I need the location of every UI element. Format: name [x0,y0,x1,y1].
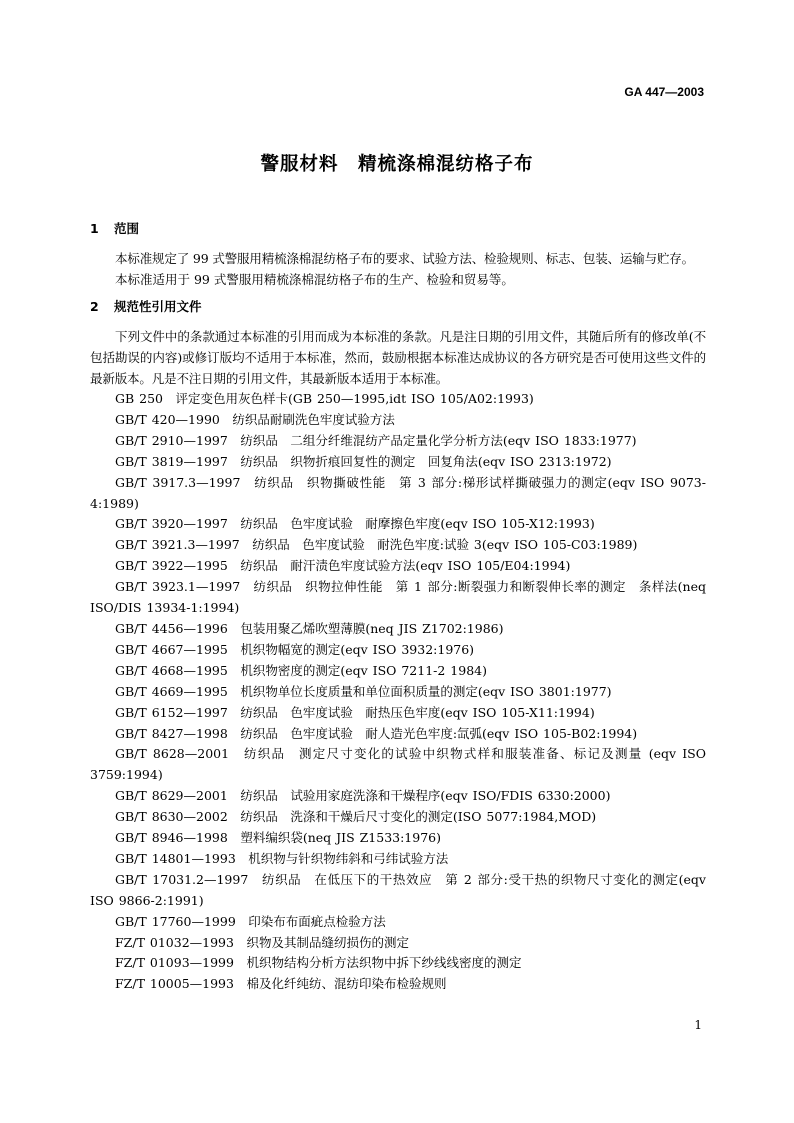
reference-item: GB/T 8427—1998 纺织品 色牢度试验 耐人造光色牢度:氙弧(eqv ISO 105-B02:1994) [115,725,638,741]
scope-paragraph: 本标准适用于 99 式警服用精梳涤棉混纺格子布的生产、检验和贸易等。 [115,272,514,287]
reference-item: GB/T 3920—1997 纺织品 色牢度试验 耐摩擦色牢度(eqv ISO 105-X12:1993) [115,516,595,532]
reference-list [90,389,706,995]
reference-item: GB/T 3917.3—1997 纺织品 织物撕破性能 第 3 部分:梯形试样撕破强力的测定(eqv ISO 9073-4:1989) [90,474,706,511]
reference-item: GB/T 6152—1997 纺织品 色牢度试验 耐热压色牢度(eqv ISO 105-X11:1994) [115,704,595,720]
reference-item: GB/T 17760—1999 印染布布面疵点检验方法 [115,913,386,929]
reference-item: GB/T 4456—1996 包装用聚乙烯吹塑薄膜(neq JIS Z1702:1986) [115,620,504,636]
reference-item: GB/T 3819—1997 纺织品 织物折痕回复性的测定 回复角法(eqv ISO 2313:1972) [115,453,612,469]
reference-item: GB/T 8629—2001 纺织品 试验用家庭洗涤和干燥程序(eqv ISO/FDIS 6330:2000) [115,788,611,804]
reference-item: GB/T 4667—1995 机织物幅宽的测定(eqv ISO 3932:1976) [115,641,475,657]
reference-item: GB/T 2910—1997 纺织品 二组分纤维混纺产品定量化学分析方法(eqv ISO 1833:1977) [115,432,637,448]
section-number: 2 [90,299,99,314]
standard-code: GA 447—2003 [624,85,704,99]
reference-item: GB/T 4668—1995 机织物密度的测定(eqv ISO 7211-2 1984) [115,662,487,678]
reference-item: GB/T 3921.3—1997 纺织品 色牢度试验 耐洗色牢度:试验 3(eqv ISO 105-C03:1989) [115,537,638,553]
reference-item: GB/T 14801—1993 机织物与针织物纬斜和弓纬试验方法 [115,850,449,866]
document-body [90,216,706,995]
reference-item: FZ/T 01032—1993 织物及其制品缝纫损伤的测定 [115,934,409,950]
section-number: 1 [90,221,99,236]
reference-item: GB/T 8630—2002 纺织品 洗涤和干燥后尺寸变化的测定(ISO 5077:1984,MOD) [115,809,597,825]
section-title: 规范性引用文件 [114,299,202,314]
page-number: 1 [694,1018,702,1032]
reference-item: GB/T 17031.2—1997 纺织品 在低压下的干热效应 第 2 部分:受干热的织物尺寸变化的测定(eqv ISO 9866-2:1991) [90,871,706,908]
references-intro-paragraph: 下列文件中的条款通过本标准的引用而成为本标准的条款。凡是注日期的引用文件，其随后所有的修改单(不包括勘误的内容)或修订版均不适用于本标准，然而，鼓励根据本标准达成协议的各方研究是否可使用这些文件的最新版本。凡是不注日期的引用文件，其最新版本适用于本标准。 [90,329,706,386]
document-title: 警服材料 精梳涤棉混纺格子布 [260,154,534,175]
scope-paragraph: 本标准规定了 99 式警服用精梳涤棉混纺格子布的要求、试验方法、检验规则、标志、包装、运输与贮存。 [115,251,695,266]
section-heading-normative-references [90,296,706,318]
reference-item: GB/T 8946—1998 塑料编织袋(neq JIS Z1533:1976) [115,830,441,846]
reference-item: GB/T 420—1990 纺织品耐刷洗色牢度试验方法 [115,411,395,427]
reference-item: GB/T 3923.1—1997 纺织品 织物拉伸性能 第 1 部分:断裂强力和断裂伸长率的测定 条样法(neq ISO/DIS 13934-1:1994) [90,579,706,616]
section-heading-scope [90,218,706,240]
reference-item: GB/T 4669—1995 机织物单位长度质量和单位面积质量的测定(eqv ISO 3801:1977) [115,683,612,699]
reference-item: GB/T 8628—2001 纺织品 测定尺寸变化的试验中织物式样和服装准备、标记及测量 (eqv ISO 3759:1994) [90,746,706,783]
reference-item: GB 250 评定变色用灰色样卡(GB 250—1995,idt ISO 105/A02:1993) [115,391,534,406]
reference-item: FZ/T 10005—1993 棉及化纤纯纺、混纺印染布检验规则 [115,976,447,992]
reference-item: FZ/T 01093—1999 机织物结构分析方法织物中拆下纱线线密度的测定 [115,955,522,971]
reference-item: GB/T 3922—1995 纺织品 耐汗渍色牢度试验方法(eqv ISO 105/E04:1994) [115,558,571,574]
section-title: 范围 [114,221,140,236]
